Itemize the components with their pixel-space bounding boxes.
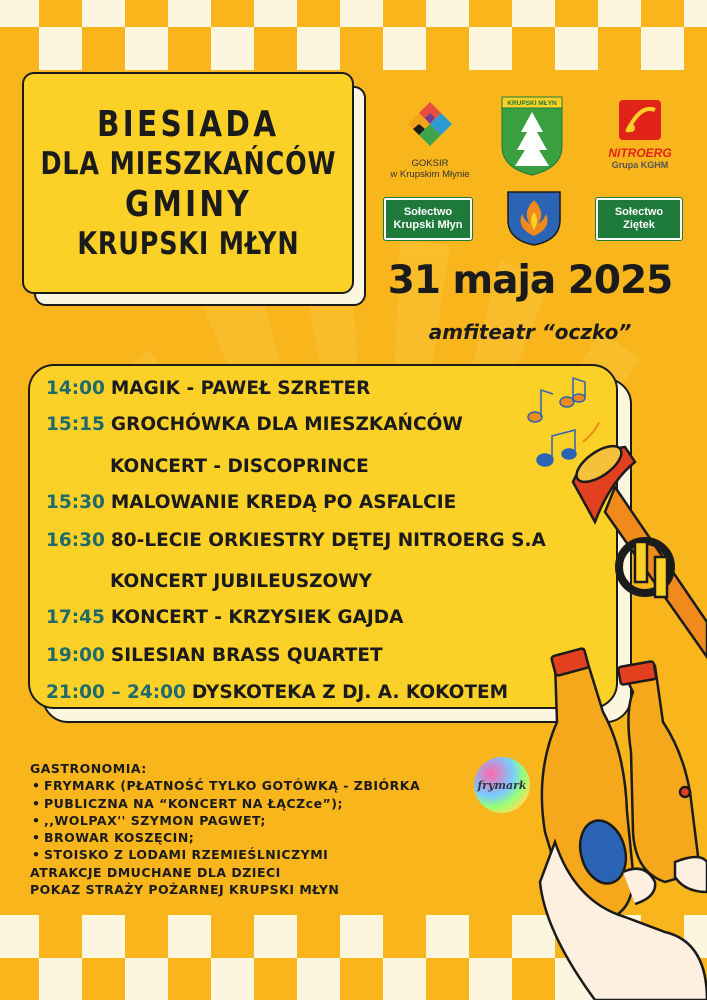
crest-label: KRUPSKI MŁYN bbox=[507, 100, 557, 107]
schedule-row bbox=[46, 530, 546, 551]
solectwo-krupski-line-2: Krupski Młyn bbox=[393, 219, 463, 231]
title-line-4: KRUPSKI MŁYN bbox=[76, 226, 300, 263]
nitroerg-mark-icon bbox=[617, 98, 663, 142]
checker-square bbox=[211, 27, 254, 70]
checker-square bbox=[168, 0, 211, 27]
schedule-text: MALOWANIE KREDĄ PO ASFALCIE bbox=[110, 492, 457, 513]
schedule-text: GROCHÓWKA DLA MIESZKAŃCÓW bbox=[110, 414, 463, 435]
checker-square bbox=[82, 915, 125, 958]
illustration bbox=[515, 372, 707, 1000]
solectwo-zietek-sign bbox=[596, 198, 682, 240]
nitroerg-group: Grupa KGHM bbox=[611, 160, 669, 170]
trumpet-icon bbox=[571, 439, 707, 657]
checker-square bbox=[684, 0, 707, 27]
checker-square bbox=[555, 27, 598, 70]
schedule-text: KONCERT - KRZYSIEK GAJDA bbox=[110, 607, 404, 628]
checker-square bbox=[469, 958, 512, 1000]
schedule-text: DYSKOTEKA Z DJ. A. KOKOTEM bbox=[191, 682, 509, 703]
checker-square bbox=[39, 958, 82, 1000]
fire-crest bbox=[505, 190, 563, 246]
checker-square bbox=[82, 0, 125, 27]
goksir-caption-1: GOKSIR bbox=[411, 158, 449, 169]
schedule-row bbox=[46, 645, 383, 666]
checker-square bbox=[168, 915, 211, 958]
solectwo-zietek-line-2: Ziętek bbox=[623, 219, 655, 231]
goksir-logo bbox=[385, 100, 475, 181]
nitroerg-logo bbox=[600, 98, 680, 170]
checker-square bbox=[254, 915, 297, 958]
solectwo-zietek-line-1: Sołectwo bbox=[614, 206, 664, 219]
checker-square bbox=[383, 27, 426, 70]
checker-square bbox=[39, 27, 82, 70]
checker-square bbox=[383, 958, 426, 1000]
krupski-mlyn-crest bbox=[500, 96, 564, 176]
checker-square bbox=[469, 27, 512, 70]
checker-square bbox=[340, 0, 383, 27]
checker-square bbox=[125, 27, 168, 70]
schedule-row bbox=[46, 607, 404, 628]
frymark-logo bbox=[474, 757, 530, 813]
schedule-row bbox=[46, 414, 463, 435]
solectwo-krupski-line-1: Sołectwo bbox=[403, 206, 453, 219]
schedule-row bbox=[110, 456, 369, 477]
schedule-text: MAGIK - PAWEŁ SZRETER bbox=[110, 378, 371, 399]
music-notes-icon bbox=[528, 378, 599, 466]
list-item: • BROWAR KOSZĘCIN; bbox=[30, 829, 420, 846]
schedule-time: 14:00 bbox=[46, 378, 105, 399]
schedule-time: 21:00 – 24:00 bbox=[46, 682, 186, 703]
schedule-time: 19:00 bbox=[46, 645, 105, 666]
title-line-2: DLA MIESZKAŃCÓW bbox=[40, 145, 336, 182]
checker-square bbox=[125, 958, 168, 1000]
crest-flames-icon bbox=[506, 190, 562, 246]
schedule-time: 15:30 bbox=[46, 492, 105, 513]
title-line-1: BIESIADA bbox=[96, 103, 280, 145]
checker-square bbox=[0, 0, 39, 27]
nitroerg-name: NITROERG bbox=[608, 146, 672, 160]
checker-square bbox=[254, 0, 297, 27]
checker-square bbox=[641, 27, 684, 70]
list-item: • ,,WOLPAX'' SZYMON PAGWET; bbox=[30, 812, 420, 829]
list-item: • PUBLICZNA NA “KONCERT NA ŁĄCZce”); bbox=[30, 795, 420, 812]
schedule-text: KONCERT - DISCOPRINCE bbox=[110, 456, 369, 477]
schedule-row bbox=[110, 571, 372, 592]
checker-square bbox=[512, 0, 555, 27]
attraction-inflatables: ATRAKCJE DMUCHANE DLA DZIECI bbox=[30, 864, 281, 880]
checker-square bbox=[426, 0, 469, 27]
schedule-row bbox=[46, 492, 456, 513]
checker-square bbox=[297, 958, 340, 1000]
schedule-text: KONCERT JUBILEUSZOWY bbox=[110, 571, 373, 592]
frymark-logo-text: frymark bbox=[477, 778, 527, 792]
list-item: • STOISKO Z LODAMI RZEMIEŚLNICZYMI bbox=[30, 846, 420, 863]
checker-square bbox=[0, 915, 39, 958]
title-box bbox=[22, 72, 354, 294]
title-line-3: GMINY bbox=[124, 184, 252, 225]
event-venue: amfiteatr “oczko” bbox=[428, 320, 632, 344]
checker-square bbox=[426, 915, 469, 958]
checker-square bbox=[297, 27, 340, 70]
checker-square bbox=[211, 958, 254, 1000]
goksir-caption-2: w Krupskim Młynie bbox=[390, 169, 470, 181]
schedule-text: SILESIAN BRASS QUARTET bbox=[110, 645, 383, 666]
schedule-row bbox=[46, 378, 370, 399]
attraction-fire-show: POKAZ STRAŻY POŻARNEJ KRUPSKI MŁYN bbox=[30, 882, 340, 898]
checker-square bbox=[340, 915, 383, 958]
checker-border-top bbox=[0, 0, 707, 70]
goksir-mosaic-icon bbox=[405, 100, 455, 150]
schedule-text: 80-LECIE ORKIESTRY DĘTEJ NITROERG S.A bbox=[110, 530, 546, 551]
schedule-time: 16:30 bbox=[46, 530, 105, 551]
gastronomy-list bbox=[30, 777, 420, 863]
schedule-row bbox=[46, 682, 508, 703]
solectwo-krupski-sign bbox=[384, 198, 472, 240]
event-date: 31 maja 2025 bbox=[387, 258, 673, 303]
list-item: • FRYMARK (PŁATNOŚĆ TYLKO GOTÓWKĄ - ZBIÓRKA bbox=[30, 777, 420, 794]
schedule-time: 17:45 bbox=[46, 607, 105, 628]
gastronomy-section bbox=[30, 760, 420, 898]
gastronomy-heading: GASTRONOMIA: bbox=[30, 761, 147, 776]
schedule-time: 15:15 bbox=[46, 414, 105, 435]
checker-square bbox=[598, 0, 641, 27]
crest-tree-icon bbox=[501, 96, 563, 176]
